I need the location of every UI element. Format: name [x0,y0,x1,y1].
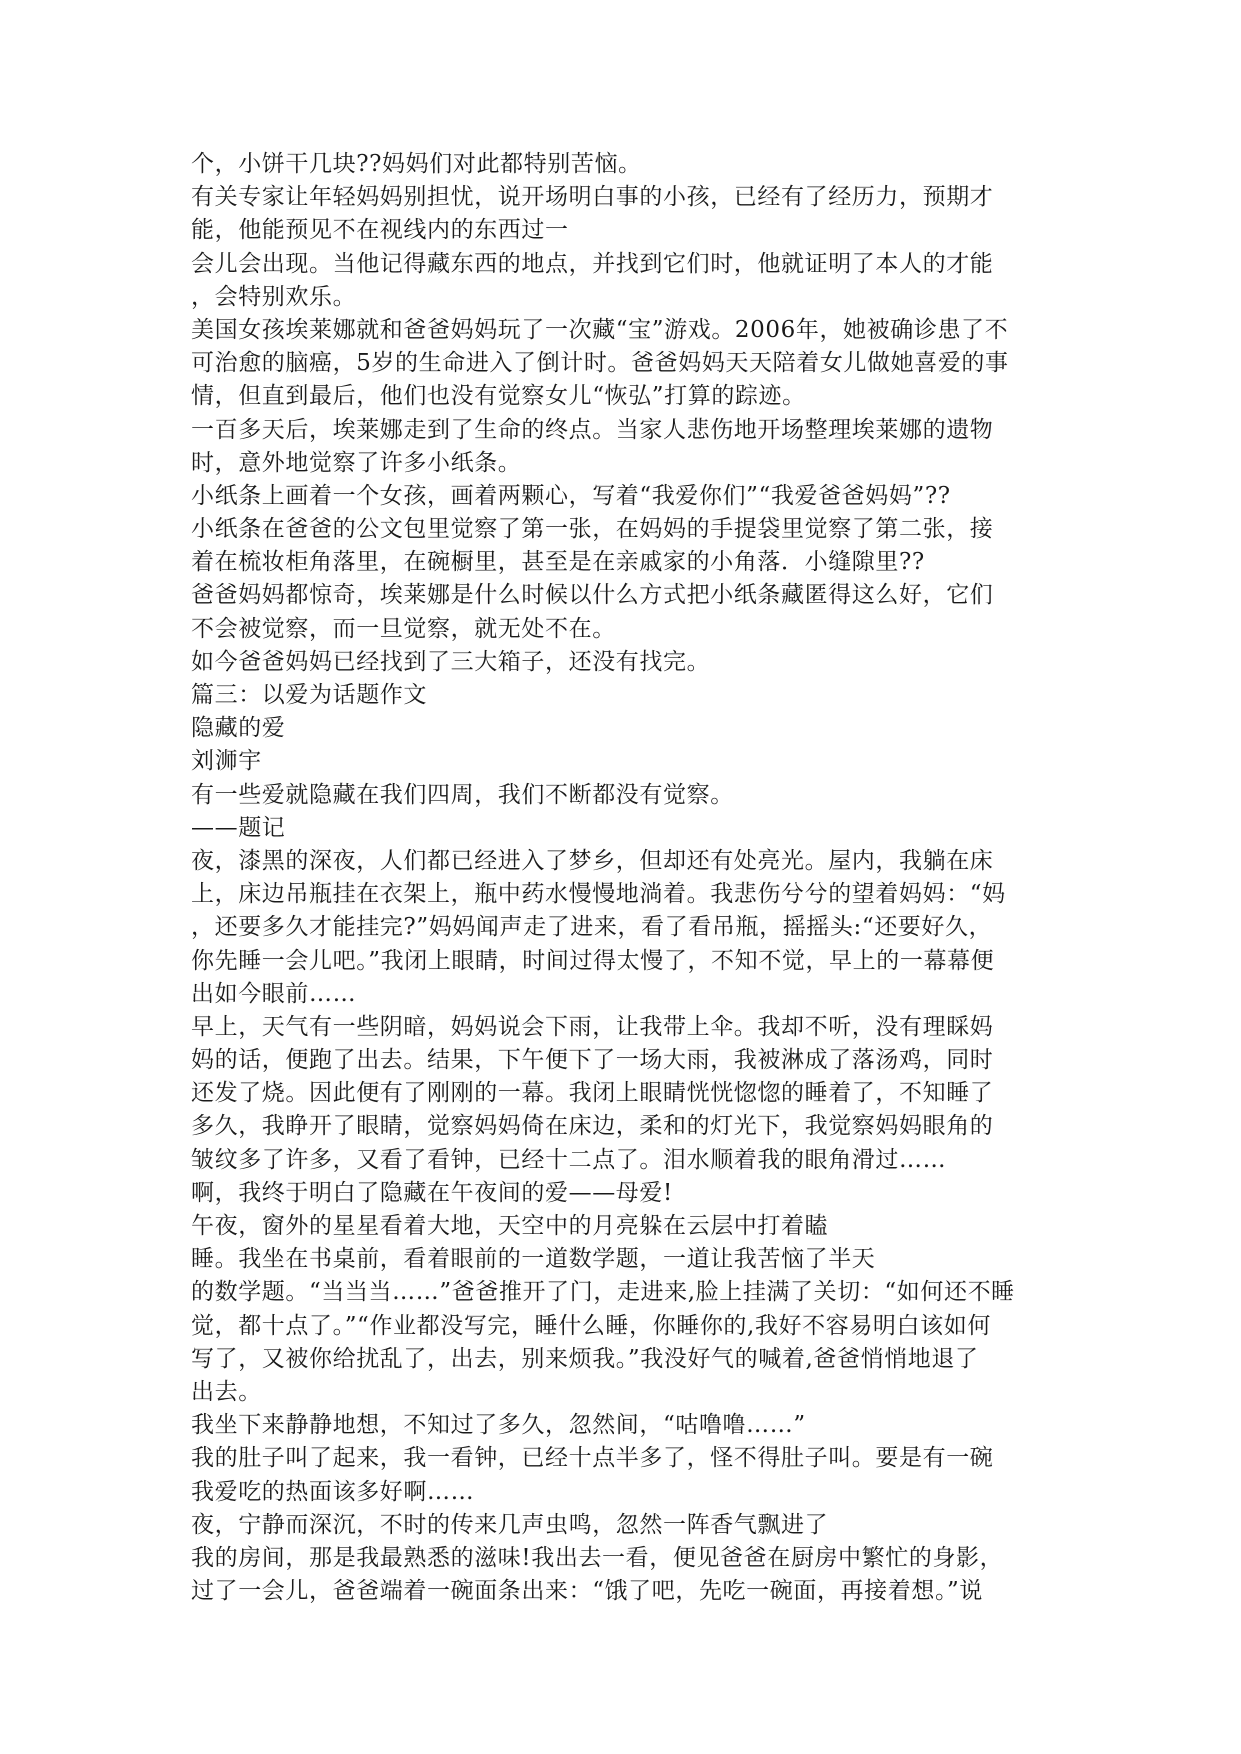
text-line: 早上，天气有一些阴暗，妈妈说会下雨，让我带上伞。我却不听，没有理睬妈 [191,1013,994,1040]
text-line: 夜，宁静而深沉，不时的传来几声虫鸣，忽然一阵香气飘进了 [191,1511,829,1538]
text-line: 如今爸爸妈妈已经找到了三大箱子，还没有找完。 [191,648,711,675]
text-line: 睡。我坐在书桌前，看着眼前的一道数学题，一道让我苦恼了半天 [191,1246,876,1273]
text-line: 我的肚子叫了起来，我一看钟，已经十点半多了，怪不得肚子叫。要是有一碗 [191,1445,994,1472]
text-line: 美国女孩埃莱娜就和爸爸妈妈玩了一次藏“宝”游戏。2006年，她被确诊患了不 [191,316,1009,343]
text-line: 个，小饼干几块??妈妈们对此都特别苦恼。 [191,151,642,177]
text-line: 啊，我终于明白了隐藏在午夜间的爱——母爱! [191,1179,673,1206]
text-line: 会儿会出现。当他记得藏东西的地点，并找到它们时，他就证明了本人的才能 [191,250,994,277]
text-line: 时，意外地觉察了许多小纸条。 [191,449,522,476]
text-line: 情，但直到最后，他们也没有觉察女儿“恢弘”打算的踪迹。 [191,383,806,410]
text-line: 小纸条在爸爸的公文包里觉察了第一张，在妈妈的手提袋里觉察了第二张，接 [191,516,994,543]
text-line: 出去。 [191,1378,262,1405]
text-line: 小纸条上画着一个女孩，画着两颗心，写着“我爱你们”“我爱爸爸妈妈”?? [191,482,951,509]
text-line: 我的房间，那是我最熟悉的滋味!我出去一看，便见爸爸在厨房中繁忙的身影， [191,1544,1004,1571]
text-line: 我坐下来静静地想，不知过了多久，忽然间，“咕噜噜……” [191,1412,806,1439]
text-line: 不会被觉察，而一旦觉察，就无处不在。 [191,615,616,642]
text-line: ，还要多久才能挂完?”妈妈闻声走了进来，看了看吊瓶，摇摇头:“还要好久， [191,914,993,941]
text-line: 过了一会儿，爸爸端着一碗面条出来：“饿了吧，先吃一碗面，再接着想。”说 [191,1578,984,1605]
text-line: 着在梳妆柜角落里，在碗橱里，甚至是在亲戚家的小角落．小缝隙里?? [191,549,925,576]
text-line: 一百多天后，埃莱娜走到了生命的终点。当家人悲伤地开场整理埃莱娜的遗物 [191,416,994,443]
text-line: 出如今眼前…… [191,980,357,1007]
text-line: 能，他能预见不在视线内的东西过一 [191,217,569,244]
epigraph-attribution: ——题记 [191,814,286,841]
section-heading: 篇三：以爱为话题作文 [191,682,427,708]
epigraph: 有一些爱就隐藏在我们四周，我们不断都没有觉察。 [191,781,734,808]
text-line: 还发了烧。因此便有了刚刚的一幕。我闭上眼睛恍恍惚惚的睡着了，不知睡了 [191,1080,994,1107]
text-line: 有关专家让年轻妈妈别担忧，说开场明白事的小孩，已经有了经历力，预期才 [191,184,994,211]
text-line: 夜，漆黑的深夜，人们都已经进入了梦乡，但却还有处亮光。屋内，我躺在床 [191,847,994,874]
text-line: 午夜，窗外的星星看着大地，天空中的月亮躲在云层中打着瞌 [191,1213,829,1239]
text-line: 妈的话，便跑了出去。结果，下午便下了一场大雨，我被淋成了落汤鸡，同时 [191,1047,994,1074]
author-name: 刘浉宇 [191,748,262,775]
text-line: ，会特别欢乐。 [191,283,357,310]
document-body [191,148,1053,1608]
text-line: 上，床边吊瓶挂在衣架上，瓶中药水慢慢地淌着。我悲伤兮兮的望着妈妈：“妈 [191,881,1006,908]
text-line: 爸爸妈妈都惊奇，埃莱娜是什么时候以什么方式把小纸条藏匿得这么好，它们 [191,582,994,609]
text-line: 我爱吃的热面该多好啊…… [191,1478,475,1505]
text-line: 你先睡一会儿吧。”我闭上眼睛，时间过得太慢了，不知不觉，早上的一幕幕便 [191,947,995,974]
text-line: 多久，我睁开了眼睛，觉察妈妈倚在床边，柔和的灯光下，我觉察妈妈眼角的 [191,1113,994,1140]
text-line: 的数学题。“当当当……”爸爸推开了门，走进来,脸上挂满了关切：“如何还不睡 [191,1279,1015,1306]
text-line: 皱纹多了许多，又看了看钟，已经十二点了。泪水顺着我的眼角滑过…… [191,1146,947,1173]
essay-title: 隐藏的爱 [191,715,286,742]
text-line: 可治愈的脑癌，5岁的生命进入了倒计时。爸爸妈妈天天陪着女儿做她喜爱的事 [191,350,1009,377]
text-line: 觉，都十点了。”“作业都没写完，睡什么睡，你睡你的,我好不容易明白该如何 [191,1312,991,1339]
text-line: 写了，又被你给扰乱了，出去，别来烦我。”我没好气的喊着,爸爸悄悄地退了 [191,1345,979,1372]
